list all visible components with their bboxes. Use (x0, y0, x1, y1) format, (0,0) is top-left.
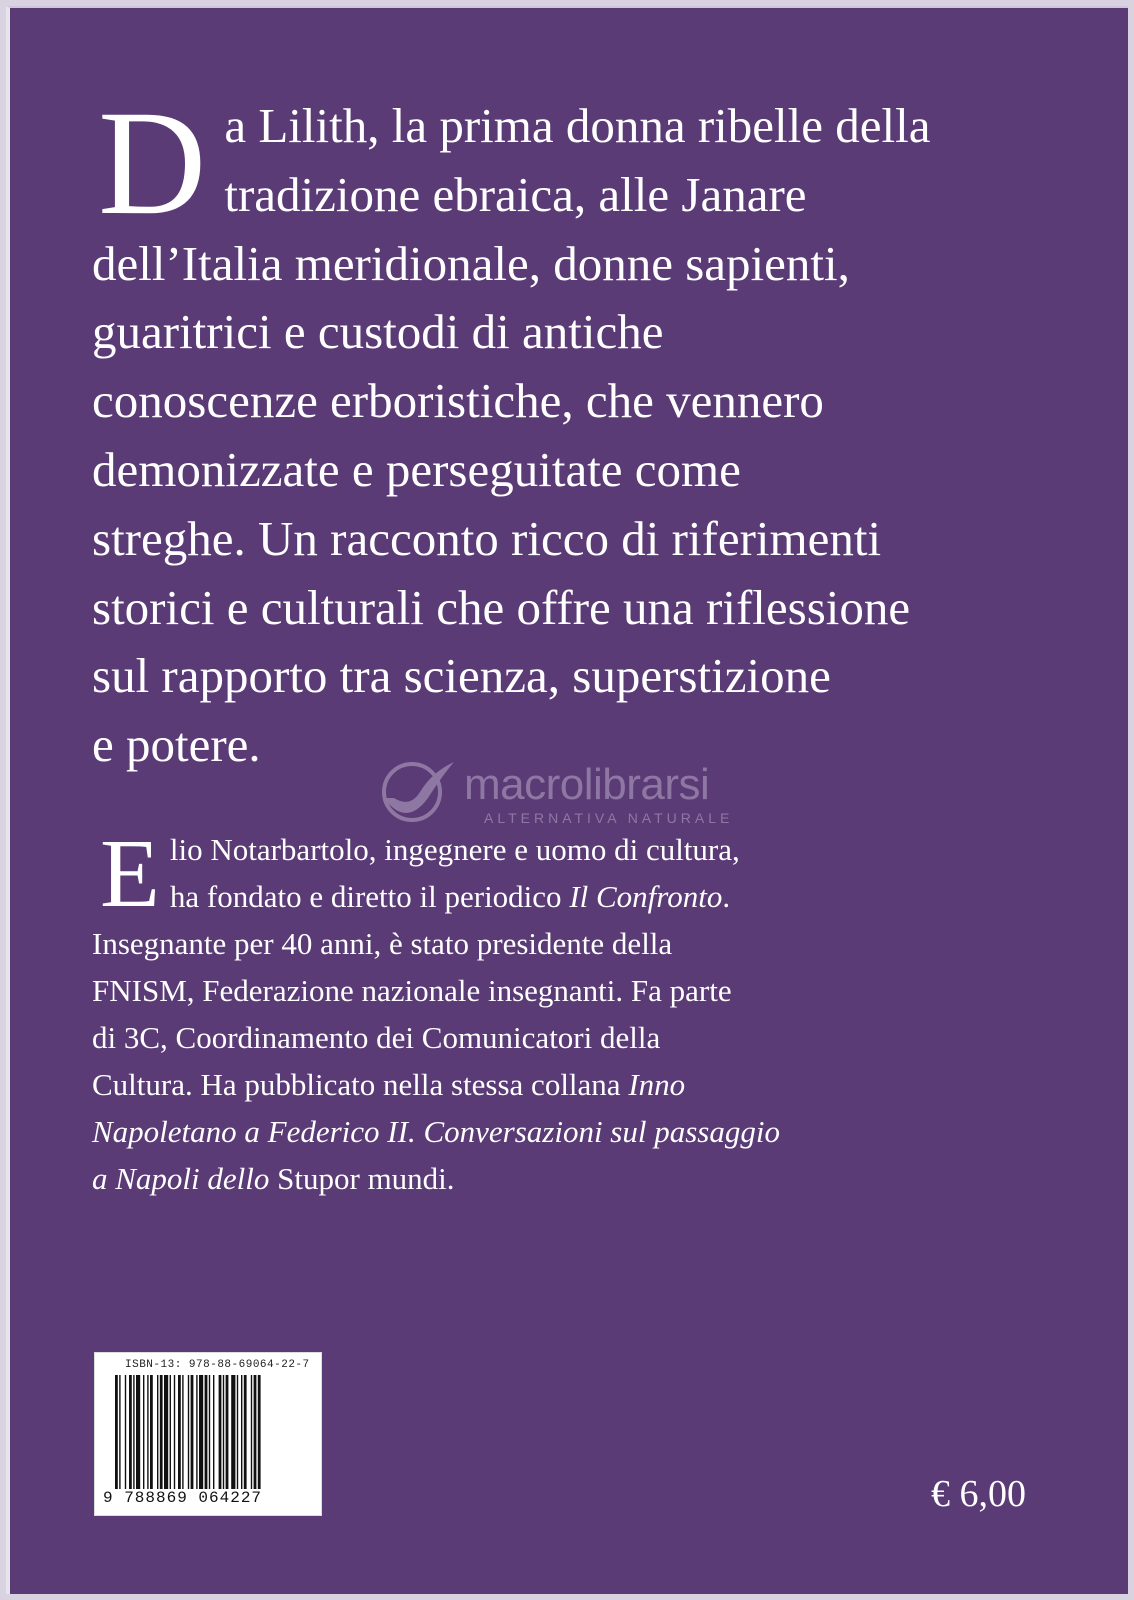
barcode-digits: 9 788869 064227 (103, 1489, 263, 1507)
blurb-line: sul rapporto tra scienza, superstizione (92, 648, 831, 704)
bio-line: ha fondato e diretto il periodico Il Confronto. (169, 879, 731, 914)
bio-line: FNISM, Federazione nazionale insegnanti. Fa parte (92, 973, 732, 1008)
blurb-line: tradizione ebraica, alle Janare (224, 166, 807, 222)
bio-line: lio Notarbartolo, ingegnere e uomo di cultura, (169, 832, 740, 867)
leaf-swoosh-icon (376, 758, 456, 824)
isbn-barcode (94, 1352, 322, 1516)
bio-line: Cultura. Ha pubblicato nella stessa collana Inno (92, 1067, 686, 1102)
blurb-line: conoscenze erboristiche, che vennero (92, 373, 824, 429)
periodical-title: Il Confronto (569, 879, 723, 914)
watermark (376, 758, 796, 828)
watermark-brand: macrolibrarsi (464, 760, 710, 809)
bio-line: Insegnante per 40 anni, è stato presidente della (92, 926, 673, 961)
bio-line: Napoletano a Federico II. Conversazioni sul passaggio (92, 1114, 780, 1149)
blurb-line: demonizzate e perseguitate come (92, 441, 741, 497)
isbn-label: ISBN-13: 978-88-69064-22-7 (125, 1359, 310, 1371)
blurb-line: guaritrici e custodi di antiche (92, 304, 664, 360)
bio-line: a Napoli dello Stupor mundi. (92, 1161, 455, 1196)
barcode-bars (115, 1375, 311, 1489)
price: € 6,00 (931, 1473, 1026, 1515)
blurb-line: streghe. Un racconto ricco di riferimenti (92, 510, 882, 566)
blurb-line: dell’Italia meridionale, donne sapienti, (92, 235, 850, 291)
bio-dropcap: E (100, 820, 160, 928)
blurb-line: storici e culturali che offre una riflessione (92, 579, 911, 635)
blurb-line: e potere. (92, 717, 261, 773)
blurb-line: a Lilith, la prima donna ribelle della (224, 98, 931, 153)
blurb-dropcap: D (98, 80, 207, 246)
bio-line: di 3C, Coordinamento dei Comunicatori della (92, 1020, 661, 1055)
author-bio (92, 820, 1092, 1202)
blurb-paragraph (92, 80, 1092, 780)
watermark-tagline: ALTERNATIVA NATURALE (484, 810, 734, 826)
